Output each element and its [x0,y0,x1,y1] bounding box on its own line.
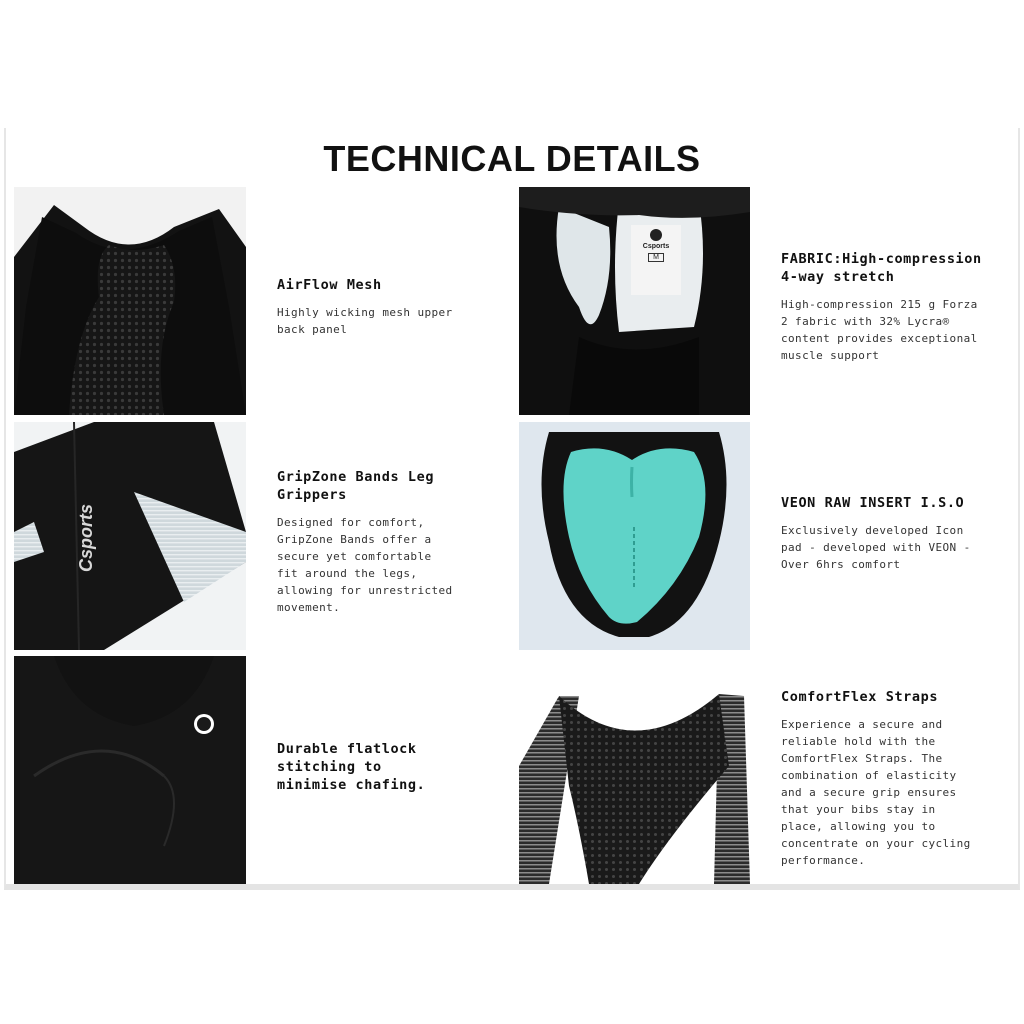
veon-insert-photo [519,422,750,650]
feature-title: FABRIC:High-compression 4-way stretch [781,251,982,285]
feature-veon-insert [781,494,971,573]
feature-description: Highly wicking mesh upper back panel [277,306,453,336]
fabric-label-photo [519,187,750,415]
feature-flatlock-stitching [277,740,447,804]
feature-comfortflex-straps [781,688,971,869]
gripzone-bands-photo [14,422,246,650]
brand-logo-text: Csports [76,503,96,572]
brand-logo-icon [650,229,662,241]
airflow-mesh-photo [14,187,246,415]
feature-gripzone-bands [277,468,459,616]
comfortflex-straps-photo [519,656,750,884]
feature-title: AirFlow Mesh [277,277,382,293]
feature-title: VEON RAW INSERT I.S.O [781,495,965,511]
page-title: TECHNICAL DETAILS [323,138,701,179]
feature-title: GripZone Bands Leg Grippers [277,469,435,503]
label-brand-text: Csports [642,243,670,250]
feature-description: Experience a secure and reliable hold with the ComfortFlex Straps. The combination of elasticity and a secure grip ensures that your bibs stay in place, allowing you to concentrate on your cycling performance. [781,718,971,867]
feature-title: Durable flatlock stitching to minimise chafing. [277,741,426,793]
garment-label [631,225,681,295]
feature-title: ComfortFlex Straps [781,689,939,705]
feature-description: High-compression 215 g Forza 2 fabric with 32% Lycra® content provides exceptional muscle support [781,298,978,362]
feature-airflow-mesh [277,276,477,338]
label-size: M [648,253,664,262]
feature-fabric [781,250,986,364]
feature-description: Designed for comfort, GripZone Bands offer a secure yet comfortable fit around the legs, allowing for unrestricted movement. [277,516,453,614]
flatlock-stitching-photo [14,656,246,884]
feature-description: Exclusively developed Icon pad - developed with VEON - Over 6hrs comfort [781,524,971,571]
